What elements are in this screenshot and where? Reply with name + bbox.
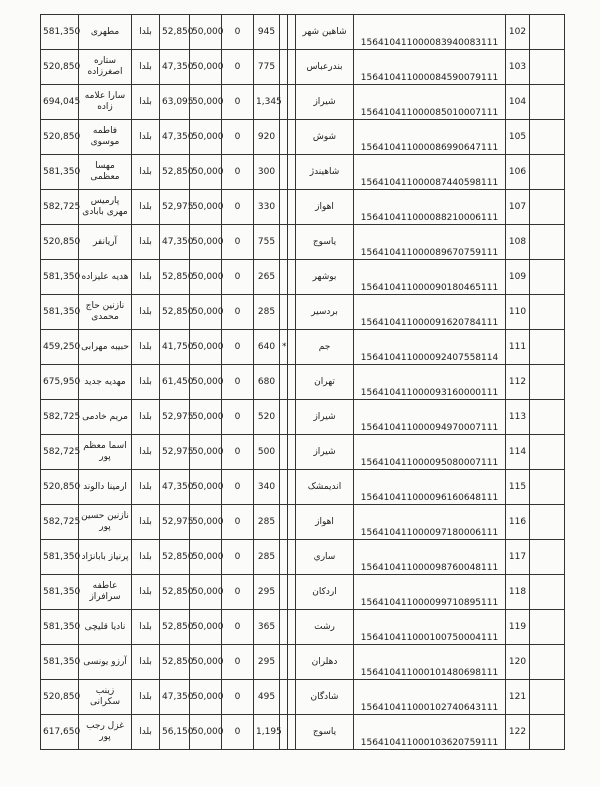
zero-cell: 0 — [222, 435, 254, 470]
total-cell: 520,850 — [41, 120, 79, 155]
empty-cell — [288, 715, 296, 750]
total-cell: 582,725 — [41, 435, 79, 470]
row-number-cell: 105 — [506, 120, 530, 155]
quantity-cell: 340 — [254, 470, 280, 505]
table-row — [41, 15, 565, 50]
row-number-cell: 103 — [506, 50, 530, 85]
table-row — [41, 470, 565, 505]
empty-cell — [288, 680, 296, 715]
table-row — [41, 505, 565, 540]
amount-b-cell: 50,000 — [190, 505, 222, 540]
amount-b-cell: 50,000 — [190, 295, 222, 330]
empty-cell — [288, 645, 296, 680]
amount-a-cell: 52,850 — [160, 155, 190, 190]
row-number-cell: 111 — [506, 330, 530, 365]
type-cell: بلدا — [132, 85, 160, 120]
city-cell: شادگان — [296, 680, 354, 715]
total-cell: 520,850 — [41, 225, 79, 260]
type-cell: بلدا — [132, 575, 160, 610]
zero-cell: 0 — [222, 190, 254, 225]
amount-a-cell: 47,350 — [160, 225, 190, 260]
empty-cell — [288, 85, 296, 120]
city-cell: رشت — [296, 610, 354, 645]
total-cell: 582,725 — [41, 190, 79, 225]
table-body — [41, 15, 565, 750]
amount-b-cell: 50,000 — [190, 50, 222, 85]
empty-cell — [288, 260, 296, 295]
table-row — [41, 400, 565, 435]
recipient-name-cell: مطهری — [79, 15, 132, 50]
recipient-name-cell: نادیا قلیچی — [79, 610, 132, 645]
zero-cell: 0 — [222, 50, 254, 85]
amount-a-cell: 61,450 — [160, 365, 190, 400]
tracking-code-cell: 156410411000083940083111 — [354, 15, 506, 50]
empty-cell — [530, 225, 565, 260]
quantity-cell: 295 — [254, 645, 280, 680]
zero-cell: 0 — [222, 540, 254, 575]
empty-cell — [530, 85, 565, 120]
quantity-cell: 285 — [254, 295, 280, 330]
tracking-code-cell: 156410411000092407558114 — [354, 330, 506, 365]
amount-a-cell: 52,850 — [160, 610, 190, 645]
quantity-cell: 755 — [254, 225, 280, 260]
total-cell: 582,725 — [41, 400, 79, 435]
table-row — [41, 295, 565, 330]
empty-cell — [530, 610, 565, 645]
zero-cell: 0 — [222, 680, 254, 715]
zero-cell: 0 — [222, 470, 254, 505]
type-cell: بلدا — [132, 435, 160, 470]
amount-a-cell: 52,850 — [160, 15, 190, 50]
total-cell: 581,350 — [41, 155, 79, 190]
table-row — [41, 120, 565, 155]
zero-cell: 0 — [222, 715, 254, 750]
empty-cell — [530, 470, 565, 505]
quantity-cell: 285 — [254, 505, 280, 540]
quantity-cell: 300 — [254, 155, 280, 190]
table-row — [41, 715, 565, 750]
quantity-cell: 365 — [254, 610, 280, 645]
city-cell: دهلران — [296, 645, 354, 680]
table-row — [41, 260, 565, 295]
quantity-cell: 1,195 — [254, 715, 280, 750]
tracking-code-cell: 156410411000089670759111 — [354, 225, 506, 260]
recipient-name-cell: مهدیه جدید — [79, 365, 132, 400]
recipient-name-cell: آریانفر — [79, 225, 132, 260]
amount-a-cell: 52,975 — [160, 505, 190, 540]
total-cell: 581,350 — [41, 540, 79, 575]
table-row — [41, 365, 565, 400]
total-cell: 581,350 — [41, 260, 79, 295]
table-row — [41, 225, 565, 260]
row-number-cell: 116 — [506, 505, 530, 540]
type-cell: بلدا — [132, 330, 160, 365]
row-number-cell: 121 — [506, 680, 530, 715]
flag-cell — [280, 295, 288, 330]
amount-a-cell: 47,350 — [160, 50, 190, 85]
total-cell: 581,350 — [41, 645, 79, 680]
row-number-cell: 102 — [506, 15, 530, 50]
quantity-cell: 775 — [254, 50, 280, 85]
amount-a-cell: 41,750 — [160, 330, 190, 365]
recipient-name-cell: غزل رجب پور — [79, 715, 132, 750]
total-cell: 617,650 — [41, 715, 79, 750]
tracking-code-cell: 156410411000085010007111 — [354, 85, 506, 120]
city-cell: یاسوج — [296, 715, 354, 750]
empty-cell — [530, 505, 565, 540]
amount-b-cell: 50,000 — [190, 225, 222, 260]
amount-a-cell: 52,850 — [160, 575, 190, 610]
amount-a-cell: 47,350 — [160, 680, 190, 715]
type-cell: بلدا — [132, 120, 160, 155]
empty-cell — [288, 575, 296, 610]
tracking-code-cell: 156410411000096160648111 — [354, 470, 506, 505]
amount-b-cell: 50,000 — [190, 365, 222, 400]
row-number-cell: 119 — [506, 610, 530, 645]
recipient-name-cell: اسما معظم پور — [79, 435, 132, 470]
table-row — [41, 330, 565, 365]
type-cell: بلدا — [132, 610, 160, 645]
table-row — [41, 155, 565, 190]
row-number-cell: 104 — [506, 85, 530, 120]
type-cell: بلدا — [132, 680, 160, 715]
row-number-cell: 112 — [506, 365, 530, 400]
flag-cell — [280, 400, 288, 435]
recipient-name-cell: نازنین حسین پور — [79, 505, 132, 540]
zero-cell: 0 — [222, 15, 254, 50]
city-cell: تهران — [296, 365, 354, 400]
city-cell: بردسیر — [296, 295, 354, 330]
type-cell: بلدا — [132, 190, 160, 225]
amount-b-cell: 50,000 — [190, 540, 222, 575]
empty-cell — [288, 295, 296, 330]
flag-cell — [280, 575, 288, 610]
zero-cell: 0 — [222, 330, 254, 365]
table-row — [41, 540, 565, 575]
empty-cell — [288, 365, 296, 400]
shipment-table — [40, 14, 565, 750]
total-cell: 582,725 — [41, 505, 79, 540]
row-number-cell: 113 — [506, 400, 530, 435]
empty-cell — [288, 540, 296, 575]
flag-cell — [280, 260, 288, 295]
tracking-code-cell: 156410411000088210006111 — [354, 190, 506, 225]
empty-cell — [530, 435, 565, 470]
amount-a-cell: 47,350 — [160, 470, 190, 505]
empty-cell — [530, 15, 565, 50]
zero-cell: 0 — [222, 155, 254, 190]
type-cell: بلدا — [132, 540, 160, 575]
flag-cell: * — [280, 330, 288, 365]
total-cell: 694,045 — [41, 85, 79, 120]
city-cell: اهواز — [296, 505, 354, 540]
amount-a-cell: 56,150 — [160, 715, 190, 750]
row-number-cell: 110 — [506, 295, 530, 330]
type-cell: بلدا — [132, 50, 160, 85]
type-cell: بلدا — [132, 645, 160, 680]
row-number-cell: 107 — [506, 190, 530, 225]
flag-cell — [280, 155, 288, 190]
flag-cell — [280, 190, 288, 225]
empty-cell — [288, 330, 296, 365]
row-number-cell: 108 — [506, 225, 530, 260]
table-row — [41, 85, 565, 120]
amount-a-cell: 52,850 — [160, 295, 190, 330]
recipient-name-cell: هدیه علیزاده — [79, 260, 132, 295]
total-cell: 581,350 — [41, 575, 79, 610]
flag-cell — [280, 365, 288, 400]
empty-cell — [530, 260, 565, 295]
flag-cell — [280, 50, 288, 85]
quantity-cell: 265 — [254, 260, 280, 295]
quantity-cell: 945 — [254, 15, 280, 50]
amount-b-cell: 50,000 — [190, 400, 222, 435]
total-cell: 520,850 — [41, 680, 79, 715]
quantity-cell: 640 — [254, 330, 280, 365]
empty-cell — [530, 295, 565, 330]
tracking-code-cell: 156410411000097180006111 — [354, 505, 506, 540]
type-cell: بلدا — [132, 260, 160, 295]
amount-a-cell: 52,975 — [160, 190, 190, 225]
city-cell: ساري — [296, 540, 354, 575]
total-cell: 581,350 — [41, 295, 79, 330]
quantity-cell: 520 — [254, 400, 280, 435]
table-row — [41, 190, 565, 225]
recipient-name-cell: سارا علامه زاده — [79, 85, 132, 120]
flag-cell — [280, 435, 288, 470]
row-number-cell: 109 — [506, 260, 530, 295]
amount-b-cell: 50,000 — [190, 260, 222, 295]
city-cell: شیراز — [296, 435, 354, 470]
zero-cell: 0 — [222, 645, 254, 680]
empty-cell — [530, 680, 565, 715]
quantity-cell: 285 — [254, 540, 280, 575]
total-cell: 520,850 — [41, 50, 79, 85]
amount-b-cell: 50,000 — [190, 85, 222, 120]
empty-cell — [530, 190, 565, 225]
row-number-cell: 106 — [506, 155, 530, 190]
city-cell: اهواز — [296, 190, 354, 225]
tracking-code-cell: 156410411000101480698111 — [354, 645, 506, 680]
recipient-name-cell: فاطمه موسوی — [79, 120, 132, 155]
city-cell: شاهیندژ — [296, 155, 354, 190]
empty-cell — [530, 645, 565, 680]
zero-cell: 0 — [222, 225, 254, 260]
row-number-cell: 122 — [506, 715, 530, 750]
tracking-code-cell: 156410411000099710895111 — [354, 575, 506, 610]
table-row — [41, 610, 565, 645]
quantity-cell: 295 — [254, 575, 280, 610]
city-cell: جم — [296, 330, 354, 365]
recipient-name-cell: مهسا معظمی — [79, 155, 132, 190]
amount-b-cell: 50,000 — [190, 575, 222, 610]
quantity-cell: 1,345 — [254, 85, 280, 120]
table-row — [41, 50, 565, 85]
amount-b-cell: 50,000 — [190, 120, 222, 155]
empty-cell — [530, 50, 565, 85]
empty-cell — [530, 575, 565, 610]
tracking-code-cell: 156410411000086990647111 — [354, 120, 506, 155]
recipient-name-cell: عاطفه سرافراز — [79, 575, 132, 610]
empty-cell — [288, 610, 296, 645]
recipient-name-cell: مریم خادمی — [79, 400, 132, 435]
empty-cell — [530, 365, 565, 400]
zero-cell: 0 — [222, 575, 254, 610]
flag-cell — [280, 470, 288, 505]
zero-cell: 0 — [222, 260, 254, 295]
row-number-cell: 120 — [506, 645, 530, 680]
amount-a-cell: 52,975 — [160, 400, 190, 435]
type-cell: بلدا — [132, 715, 160, 750]
table-row — [41, 645, 565, 680]
city-cell: بندرعباس — [296, 50, 354, 85]
empty-cell — [288, 50, 296, 85]
flag-cell — [280, 225, 288, 260]
empty-cell — [288, 505, 296, 540]
tracking-code-cell: 156410411000090180465111 — [354, 260, 506, 295]
tracking-code-cell: 156410411000102740643111 — [354, 680, 506, 715]
total-cell: 581,350 — [41, 610, 79, 645]
zero-cell: 0 — [222, 295, 254, 330]
zero-cell: 0 — [222, 120, 254, 155]
city-cell: شوش — [296, 120, 354, 155]
city-cell: یاسوج — [296, 225, 354, 260]
recipient-name-cell: زینب سکرانی — [79, 680, 132, 715]
amount-b-cell: 50,000 — [190, 470, 222, 505]
type-cell: بلدا — [132, 400, 160, 435]
zero-cell: 0 — [222, 85, 254, 120]
zero-cell: 0 — [222, 365, 254, 400]
type-cell: بلدا — [132, 470, 160, 505]
type-cell: بلدا — [132, 225, 160, 260]
table-row — [41, 575, 565, 610]
recipient-name-cell: ستاره اصغرزاده — [79, 50, 132, 85]
total-cell: 520,850 — [41, 470, 79, 505]
amount-a-cell: 52,975 — [160, 435, 190, 470]
tracking-code-cell: 156410411000098760048111 — [354, 540, 506, 575]
amount-b-cell: 50,000 — [190, 155, 222, 190]
amount-a-cell: 52,850 — [160, 540, 190, 575]
empty-cell — [288, 400, 296, 435]
recipient-name-cell: آرزو یونسی — [79, 645, 132, 680]
total-cell: 675,950 — [41, 365, 79, 400]
empty-cell — [288, 120, 296, 155]
amount-b-cell: 50,000 — [190, 715, 222, 750]
type-cell: بلدا — [132, 15, 160, 50]
flag-cell — [280, 610, 288, 645]
empty-cell — [530, 120, 565, 155]
amount-b-cell: 50,000 — [190, 645, 222, 680]
tracking-code-cell: 156410411000091620784111 — [354, 295, 506, 330]
empty-cell — [530, 330, 565, 365]
empty-cell — [530, 715, 565, 750]
amount-b-cell: 50,000 — [190, 330, 222, 365]
flag-cell — [280, 645, 288, 680]
tracking-code-cell: 156410411000093160000111 — [354, 365, 506, 400]
table-row — [41, 680, 565, 715]
row-number-cell: 115 — [506, 470, 530, 505]
tracking-code-cell: 156410411000095080007111 — [354, 435, 506, 470]
city-cell: بوشهر — [296, 260, 354, 295]
empty-cell — [530, 400, 565, 435]
quantity-cell: 495 — [254, 680, 280, 715]
empty-cell — [530, 540, 565, 575]
tracking-code-cell: 156410411000094970007111 — [354, 400, 506, 435]
empty-cell — [288, 190, 296, 225]
type-cell: بلدا — [132, 505, 160, 540]
table-row — [41, 435, 565, 470]
city-cell: شاهین شهر — [296, 15, 354, 50]
tracking-code-cell: 156410411000103620759111 — [354, 715, 506, 750]
amount-a-cell: 47,350 — [160, 120, 190, 155]
type-cell: بلدا — [132, 295, 160, 330]
quantity-cell: 330 — [254, 190, 280, 225]
empty-cell — [288, 435, 296, 470]
zero-cell: 0 — [222, 400, 254, 435]
recipient-name-cell: پارمیس مهری بابادی — [79, 190, 132, 225]
amount-a-cell: 52,850 — [160, 260, 190, 295]
row-number-cell: 117 — [506, 540, 530, 575]
city-cell: شیراز — [296, 85, 354, 120]
city-cell: شیراز — [296, 400, 354, 435]
zero-cell: 0 — [222, 610, 254, 645]
row-number-cell: 114 — [506, 435, 530, 470]
recipient-name-cell: پرنیاز بابانژاد — [79, 540, 132, 575]
amount-b-cell: 50,000 — [190, 680, 222, 715]
quantity-cell: 920 — [254, 120, 280, 155]
zero-cell: 0 — [222, 505, 254, 540]
amount-b-cell: 50,000 — [190, 15, 222, 50]
amount-a-cell: 52,850 — [160, 645, 190, 680]
flag-cell — [280, 505, 288, 540]
type-cell: بلدا — [132, 155, 160, 190]
flag-cell — [280, 120, 288, 155]
recipient-name-cell: نازنین حاج محمدی — [79, 295, 132, 330]
amount-a-cell: 63,095 — [160, 85, 190, 120]
amount-b-cell: 50,000 — [190, 190, 222, 225]
city-cell: اندیمشک — [296, 470, 354, 505]
total-cell: 459,250 — [41, 330, 79, 365]
amount-b-cell: 50,000 — [190, 610, 222, 645]
total-cell: 581,350 — [41, 15, 79, 50]
empty-cell — [288, 15, 296, 50]
empty-cell — [288, 470, 296, 505]
city-cell: اردکان — [296, 575, 354, 610]
recipient-name-cell: حبیبه مهرابی — [79, 330, 132, 365]
flag-cell — [280, 540, 288, 575]
empty-cell — [530, 155, 565, 190]
amount-b-cell: 50,000 — [190, 435, 222, 470]
tracking-code-cell: 156410411000084590079111 — [354, 50, 506, 85]
row-number-cell: 118 — [506, 575, 530, 610]
tracking-code-cell: 156410411000100750004111 — [354, 610, 506, 645]
quantity-cell: 500 — [254, 435, 280, 470]
recipient-name-cell: ارمینا دالوند — [79, 470, 132, 505]
tracking-code-cell: 156410411000087440598111 — [354, 155, 506, 190]
quantity-cell: 680 — [254, 365, 280, 400]
type-cell: بلدا — [132, 365, 160, 400]
empty-cell — [288, 155, 296, 190]
flag-cell — [280, 680, 288, 715]
flag-cell — [280, 15, 288, 50]
empty-cell — [288, 225, 296, 260]
